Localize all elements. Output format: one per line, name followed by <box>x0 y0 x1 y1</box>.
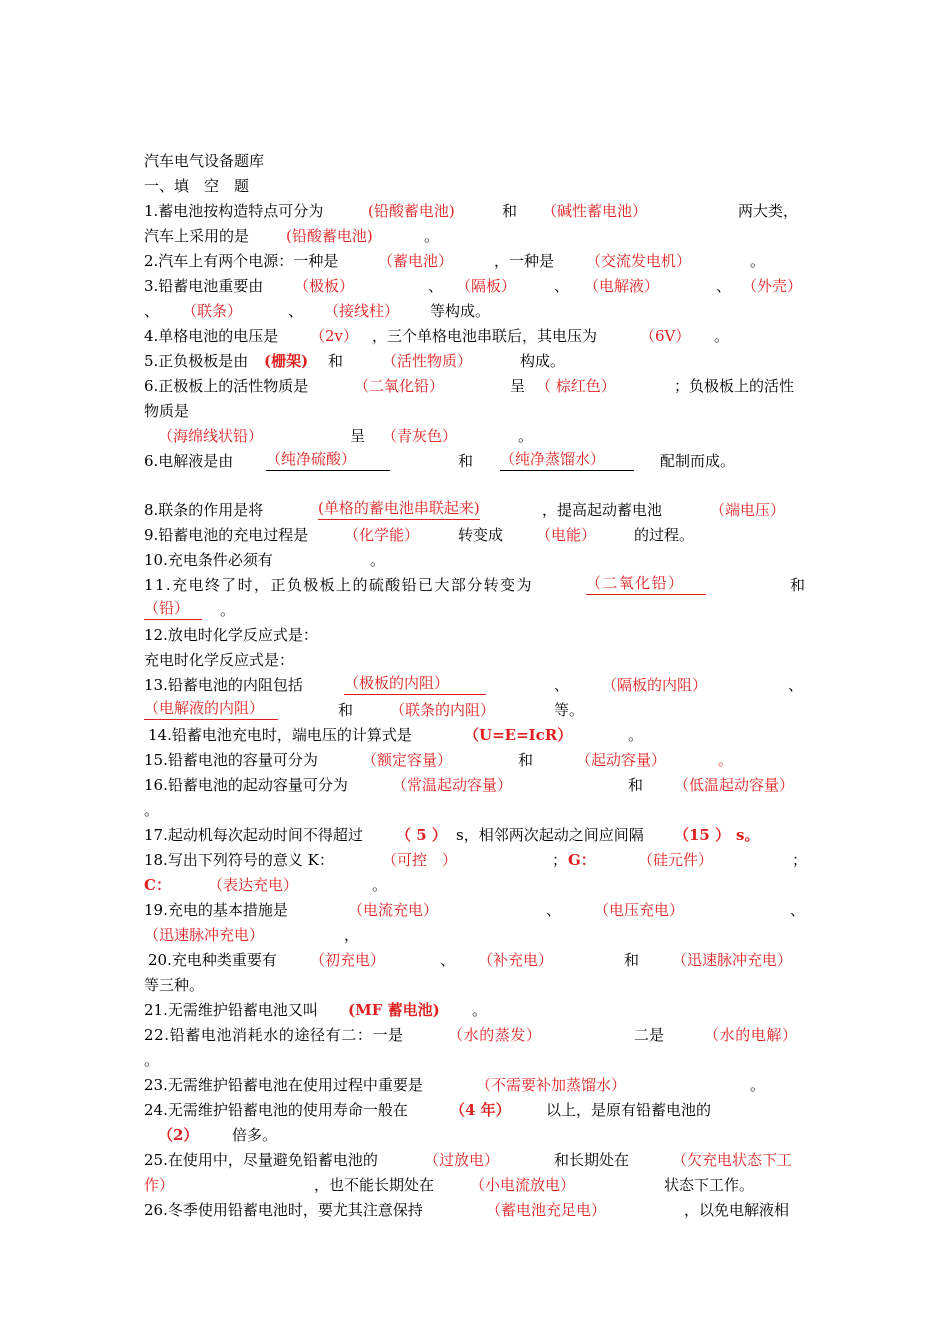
question-6b: 6.电解液是由 （纯净硫酸） 和 （纯净蒸馏水） 配制而成。 <box>144 450 736 470</box>
answer: （欠充电状态下工 <box>672 1151 793 1169</box>
answer: （迅速脉冲充电） <box>672 951 793 969</box>
answer: (铅酸蓄电池) <box>368 202 455 220</box>
answer: （2） <box>158 1126 199 1144</box>
question-25-line-2: 作） ，也不能长期处在 （小电流放电） 状态下工作。 <box>144 1173 808 1197</box>
answer: （蓄电池充足电） <box>486 1201 607 1219</box>
question-3-line-1: 3.铅蓄电池重要由 （极板） 、 （隔板） 、 （电解液） 、 （外壳） <box>144 274 808 298</box>
question-22-line-1: 22.铅蓄电池消耗水的途径有二：一是 （水的蒸发） 二是 （水的电解） <box>144 1023 808 1047</box>
question-22-line-2: 。 <box>144 1051 160 1069</box>
question-12-line-1: 12.放电时化学反应式是： <box>144 626 318 644</box>
question-2: 2.汽车上有两个电源：一种是 （蓄电池） ，一种是 （交流发电机） 。 <box>144 249 808 273</box>
question-16-line-1: 16.铅蓄电池的起动容量可分为 （常温起动容量） 和 （低温起动容量） <box>144 773 808 797</box>
answer: （迅速脉冲充电） <box>144 926 265 944</box>
answer: （ 棕红色） <box>536 377 616 395</box>
document-title: 汽车电气设备题库 <box>144 152 265 170</box>
answer: （二氧化铅） <box>354 377 445 395</box>
answer: （纯净蒸馏水） <box>500 450 606 468</box>
question-3-line-2: 、 （联条） 、 （接线柱） 等构成。 <box>144 299 808 323</box>
answer: （可控 ） <box>382 851 458 869</box>
question-9: 9.铅蓄电池的充电过程是 （化学能） 转变成 （电能） 的过程。 <box>144 523 808 547</box>
question-11-line-1: 11.充电终了时，正负极板上的硫酸铅已大部分转变为 （二氧化铅） 和 <box>144 574 806 594</box>
question-1-line-2: 汽车上采用的是 (铅酸蓄电池) 。 <box>144 224 808 248</box>
answer: （纯净硫酸） <box>266 450 357 468</box>
question-4: 4.单格电池的电压是 （2v） ，三个单格电池串联后，其电压为 （6V） 。 <box>144 324 808 348</box>
question-21: 21.无需维护铅蓄电池又叫 (MF 蓄电池) 。 <box>144 998 808 1022</box>
question-16-line-2: 。 <box>144 801 160 819</box>
answer: （小电流放电） <box>470 1176 576 1194</box>
answer: （碱性蓄电池） <box>542 202 648 220</box>
answer: （6V） <box>640 327 691 345</box>
answer: （化学能） <box>344 526 420 544</box>
answer: (铅酸蓄电池) <box>286 227 373 245</box>
question-24-line-2: （2） 倍多。 <box>144 1123 808 1147</box>
question-18-line-2: C： （表达充电） 。 <box>144 873 808 897</box>
question-5: 5.正负极板是由 (栅架) 和 （活性物质） 构成。 <box>144 349 808 373</box>
answer: （补充电） <box>478 951 554 969</box>
question-20-line-2: 等三种。 <box>144 976 205 994</box>
question-13-line-1: 13.铅蓄电池的内阻包括 （极板的内阻） 、 （隔板的内阻） 、 <box>144 673 808 697</box>
question-8: 8.联条的作用是将 (单格的蓄电池串联起来) ，提高起动蓄电池 （端电压） <box>144 498 808 522</box>
answer: （端电压） <box>710 501 786 519</box>
question-14: 14.铅蓄电池充电时，端电压的计算式是 （U=E=IcR） 。 <box>144 723 808 747</box>
answer: （交流发电机） <box>586 252 692 270</box>
answer: （隔板） <box>456 277 517 295</box>
answer: （过放电） <box>424 1151 500 1169</box>
answer: （活性物质） <box>382 352 473 370</box>
answer: （初充电） <box>310 951 386 969</box>
question-11-line-2: （铅） 。 <box>144 599 236 619</box>
answer: （二氧化铅） <box>586 573 706 595</box>
answer: （电压充电） <box>594 901 685 919</box>
answer: （额定容量） <box>362 751 453 769</box>
answer: （隔板的内阻） <box>602 676 708 694</box>
question-15: 15.铅蓄电池的容量可分为 （额定容量） 和 （起动容量） 。 <box>144 748 808 772</box>
answer: （电解液的内阻） <box>144 698 278 720</box>
answer: （电能） <box>536 526 597 544</box>
answer: （硅元件） <box>638 851 714 869</box>
answer: （4 年） <box>450 1101 511 1119</box>
answer: (单格的蓄电池串联起来) <box>318 498 480 520</box>
answer: （铅） <box>144 598 202 620</box>
question-25-line-1: 25.在使用中，尽量避免铅蓄电池的 （过放电） 和长期处在 （欠充电状态下工 <box>144 1148 808 1172</box>
question-19-line-2: （迅速脉冲充电） ， <box>144 923 808 947</box>
answer: （低温起动容量） <box>674 776 795 794</box>
answer: （水的电解） <box>704 1026 798 1044</box>
answer: （外壳） <box>742 277 803 295</box>
answer: （U=E=IcR） <box>464 726 573 744</box>
question-19-line-1: 19.充电的基本措施是 （电流充电） 、 （电压充电） 、 <box>144 898 808 922</box>
question-13-line-2: （电解液的内阻） 和 （联条的内阻） 等。 <box>144 698 808 722</box>
question-23: 23.无需维护铅蓄电池在使用过程中重要是 （不需要补加蒸馏水） 。 <box>144 1073 808 1097</box>
answer: （表达充电） <box>208 876 299 894</box>
question-6-line-2: 物质是 <box>144 402 190 420</box>
section-heading: 一、填 空 题 <box>144 177 250 195</box>
answer: （电解液） <box>584 277 660 295</box>
question-6-line-1: 6.正极板上的活性物质是 （二氧化铅） 呈 （ 棕红色） ；负极板上的活性 <box>144 374 808 398</box>
question-10: 10.充电条件必须有 。 <box>144 551 386 569</box>
answer: （极板） <box>294 277 355 295</box>
question-12-line-2: 充电时化学反应式是： <box>144 651 295 669</box>
question-24-line-1: 24.无需维护铅蓄电池的使用寿命一般在 （4 年） 以上，是原有铅蓄电池的 <box>144 1098 808 1122</box>
answer: （联条） <box>182 302 243 320</box>
answer: （15 ） <box>674 826 731 844</box>
answer: （常温起动容量） <box>392 776 513 794</box>
answer: (栅架) <box>264 352 309 370</box>
answer: （水的蒸发） <box>448 1026 542 1044</box>
answer: （起动容量） <box>576 751 667 769</box>
question-18-line-1: 18.写出下列符号的意义 K： （可控 ） ； G： （硅元件） ； <box>144 848 808 872</box>
answer: （接线柱） <box>324 302 400 320</box>
answer: （电流充电） <box>348 901 439 919</box>
answer: 作） <box>144 1176 175 1194</box>
question-20-line-1: 20.充电种类重要有 （初充电） 、 （补充电） 和 （迅速脉冲充电） <box>144 948 808 972</box>
question-6-line-3: （海绵线状铅） 呈 （青灰色） 。 <box>144 424 808 448</box>
answer: （海绵线状铅） <box>158 427 264 445</box>
answer: (MF 蓄电池) <box>348 1001 440 1019</box>
question-1-line-1: 1.蓄电池按构造特点可分为 (铅酸蓄电池) 和 （碱性蓄电池） 两大类， <box>144 199 808 223</box>
question-17: 17.起动机每次起动时间不得超过 （ 5 ） s，相邻两次起动之间应间隔 （15 ） s。 <box>144 823 808 847</box>
answer: （极板的内阻） <box>344 673 486 695</box>
answer: （蓄电池） <box>378 252 454 270</box>
question-26: 26.冬季使用铅蓄电池时，要尤其注意保持 （蓄电池充足电） ，以免电解液相 <box>144 1198 808 1222</box>
answer: （ 5 ） <box>396 826 447 844</box>
answer: （青灰色） <box>382 427 458 445</box>
answer: （联条的内阻） <box>390 701 496 719</box>
answer: （不需要补加蒸馏水） <box>476 1076 627 1094</box>
answer: （2v） <box>310 327 359 345</box>
